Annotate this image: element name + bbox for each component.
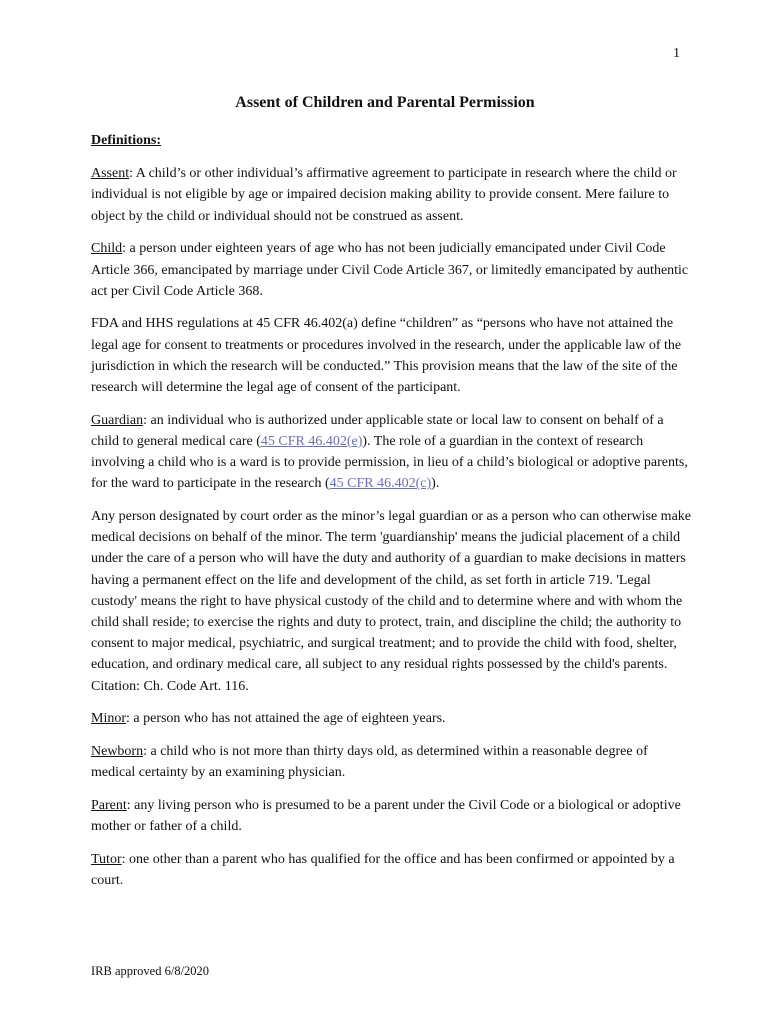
footer-approval: IRB approved 6/8/2020: [91, 964, 210, 978]
term-assent: Assent: [91, 166, 130, 182]
definition-parent: [91, 795, 691, 837]
definitions-heading: Definitions:: [91, 133, 161, 148]
definition-tutor-text: : one other than a parent who has qualified for the office and has been confirmed or appointed by a court.: [91, 851, 675, 889]
definition-guardian-text-3: ).: [431, 476, 440, 492]
page-number: 1: [673, 46, 680, 61]
document-title: Assent of Children and Parental Permission: [235, 94, 535, 111]
definition-guardian: [91, 410, 691, 495]
guardianship-paragraph: Any person designated by court order as the minor’s legal guardian or as a person who can otherwise make medical decisions on behalf of the minor. The term 'guardianship' means the judicial placement of a child under the care of a person who will have the duty and authority of a guardian to make decisions in matters having a permanent effect on the life and development of the child, as set forth in article 719. 'Legal custody' means the right to have physical custody of the child and to determine where and with whom the child shall reside; to exercise the rights and duty to protect, train, and discipline the child; the authority to consent to major medical, psychiatric, and surgical treatment; and to provide the child with food, shelter, education, and ordinary medical care, all subject to any residual rights possessed by the child's parents. Citation: Ch. Code Art. 116.: [91, 509, 692, 694]
document-body: [91, 130, 691, 903]
cfr-46-402e-link[interactable]: 45 CFR 46.402(e): [260, 433, 363, 449]
definition-tutor: [91, 849, 691, 891]
definition-child: [91, 238, 691, 302]
cfr-46-402c-link[interactable]: 45 CFR 46.402(c): [329, 476, 432, 492]
definition-minor: [91, 708, 691, 729]
term-child: Child: [91, 241, 123, 257]
term-guardian: Guardian: [91, 412, 144, 428]
definition-parent-text: : any living person who is presumed to be a parent under the Civil Code or a biological or adoptive mother or father of a child.: [91, 797, 681, 835]
term-minor: Minor: [91, 711, 126, 727]
definition-newborn-text: : a child who is not more than thirty days old, as determined within a reasonable degree of medical certainty by an examining physician.: [91, 744, 648, 781]
definition-guardian-text-2: ). The role of a guardian in the context of research involving a child who is a ward is to provide permission, in lieu of a child’s biological or adoptive parents, for the ward to participate in the research (: [91, 433, 688, 492]
definition-child-text: : a person under eighteen years of age who has not been judicially emancipated under Civil Code Article 366, emancipated by marriage under Civil Code Article 367, or limitedly emancipated by authentic act per Civil Code Article 368.: [91, 241, 689, 299]
definition-assent-text: : A child’s or other individual’s affirmative agreement to participate in research where the child or individual is not eligible by age or impaired decision making ability to provide consent. Mere failure to object by the child or individual should not be construed as assent.: [91, 166, 677, 224]
term-parent: Parent: [91, 797, 127, 813]
term-newborn: Newborn: [91, 744, 144, 760]
definition-newborn: [91, 741, 691, 783]
definition-minor-text: : a person who has not attained the age of eighteen years.: [126, 711, 446, 727]
definition-assent: [91, 163, 691, 227]
fda-hhs-paragraph: FDA and HHS regulations at 45 CFR 46.402(a) define “children” as “persons who have not attained the legal age for consent to treatments or procedures involved in the research, under the applicable law of the jurisdiction in which the research will be conducted.” This provision means that the law of the site of the research will determine the legal age of consent of the participant.: [91, 316, 682, 396]
term-tutor: Tutor: [91, 851, 122, 867]
definition-guardian-text-1: : an individual who is authorized under applicable state or local law to consent on behalf of a child to general medical care (: [91, 412, 664, 449]
